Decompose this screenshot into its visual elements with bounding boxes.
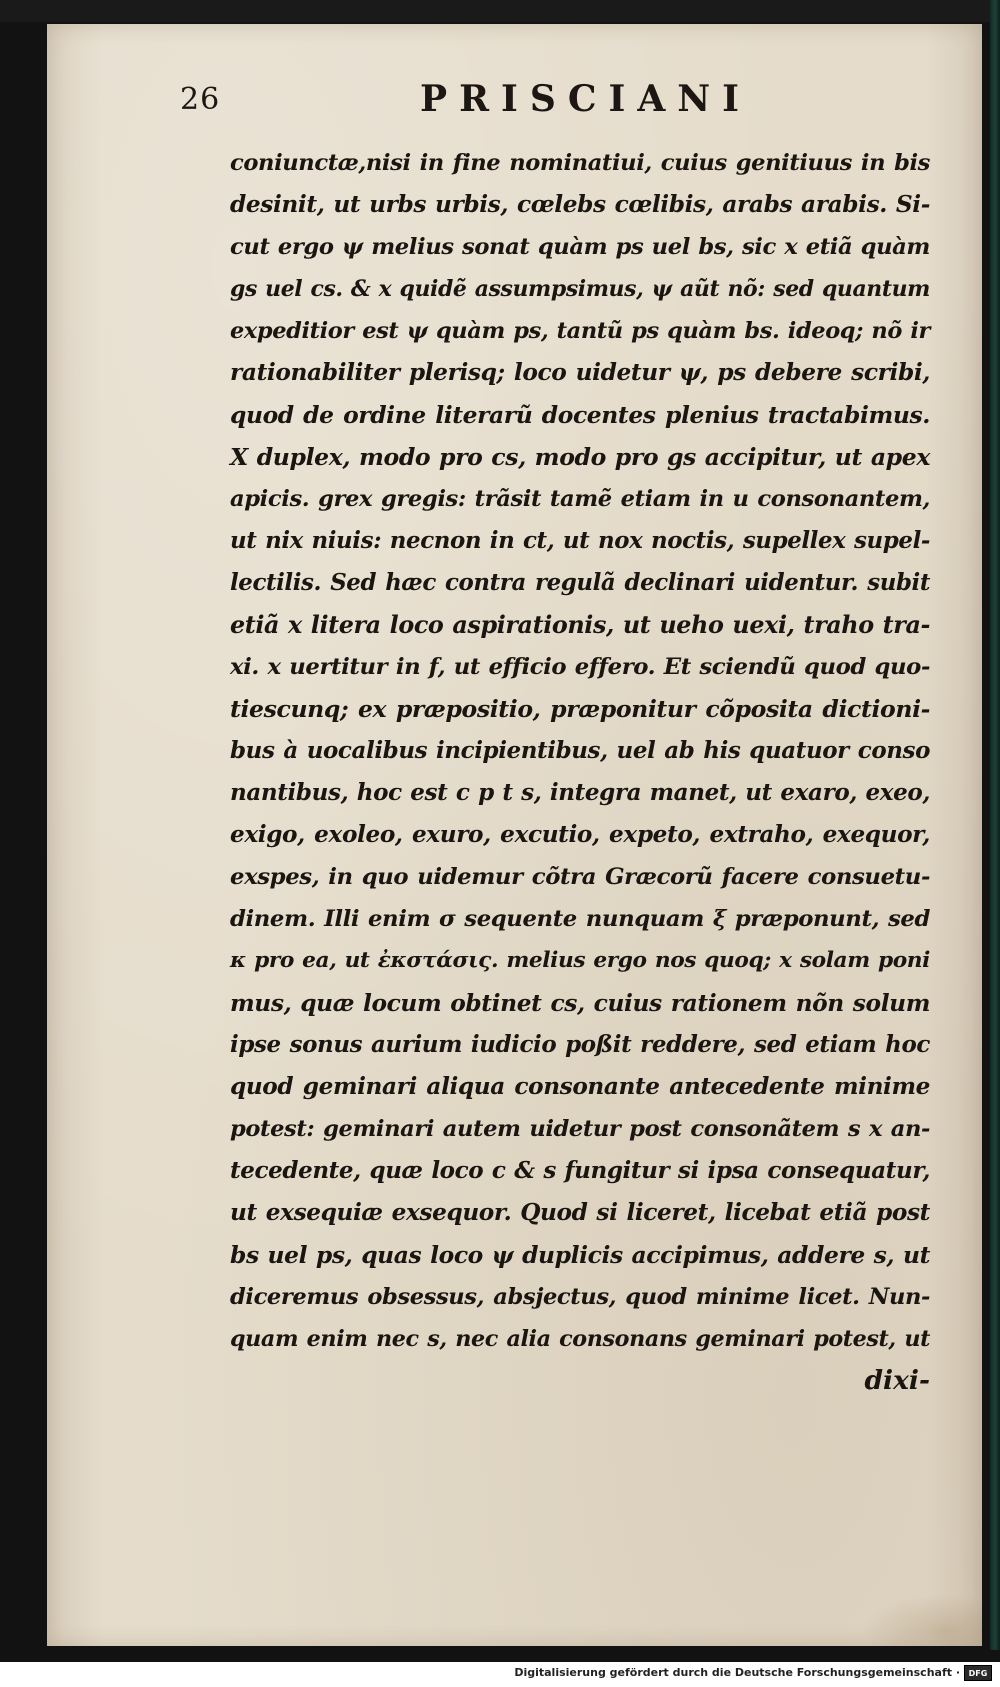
text-line: tecedente, quæ loco c & s fungitur si ipsa consequatur,: [230, 1157, 930, 1184]
text-line: quod de ordine literarũ docentes plenius tractabimus.: [230, 401, 930, 429]
text-line: exigo, exoleo, exuro, excutio, expeto, extraho, exequor,: [230, 821, 930, 848]
text-line: tiescunq; ex præpositio, præponitur cõposita dictioni-: [230, 695, 930, 723]
body-text: [230, 142, 930, 1402]
text-line: rationabiliter plerisq; loco uidetur ψ, ps debere scribi,: [230, 359, 930, 386]
digitization-footer: [0, 1662, 1000, 1687]
text-line: X duplex, modo pro cs, modo pro gs accipitur, ut apex: [230, 443, 930, 471]
text-line: ipse sonus aurium iudicio poßit reddere, sed etiam hoc: [230, 1031, 930, 1058]
text-line: κ pro ea, ut ἐκστάσις. melius ergo nos quoq; x solam poni: [230, 948, 930, 973]
text-line: nantibus, hoc est c p t s, integra manet, ut exaro, exeo,: [230, 779, 930, 806]
page-number: 26: [180, 82, 221, 117]
text-line: apicis. grex gregis: trãsit tamẽ etiam in u consonantem,: [230, 486, 930, 512]
text-line: ut nix niuis: necnon in ct, ut nox noctis, supellex supel-: [230, 527, 930, 554]
page-stain: [862, 1594, 982, 1646]
text-line: exspes, in quo uidemur cõtra Græcorũ facere consuetu-: [230, 864, 930, 890]
binding-cloth-edge: [990, 0, 1000, 1650]
text-line: potest: geminari autem uidetur post consonãtem s x an-: [230, 1116, 930, 1142]
funding-credit: Digitalisierung gefördert durch die Deutsche Forschungsgemeinschaft ·: [514, 1666, 960, 1679]
text-line: desinit, ut urbs urbis, cœlebs cœlibis, arabs arabis. Si-: [230, 191, 930, 218]
text-line: quod geminari aliqua consonante antecedente minime: [230, 1073, 930, 1100]
text-line: dinem. Illi enim σ sequente nunquam ξ præponunt, sed: [230, 906, 930, 932]
text-line: lectilis. Sed hæc contra regulã declinari uidentur. subit: [230, 570, 930, 596]
text-line: bs uel ps, quas loco ψ duplicis accipimus, addere s, ut: [230, 1241, 930, 1269]
text-line: ut exsequiæ exsequor. Quod si liceret, licebat etiã post: [230, 1199, 930, 1226]
text-line: etiã x litera loco aspirationis, ut ueho uexi, traho tra-: [230, 611, 930, 639]
text-line: cut ergo ψ melius sonat quàm ps uel bs, sic x etiã quàm: [230, 234, 930, 260]
text-line: quam enim nec s, nec alia consonans geminari potest, ut: [230, 1326, 930, 1352]
text-line: expeditior est ψ quàm ps, tantũ ps quàm bs. ideoq; nõ ir: [230, 318, 930, 344]
text-line: diceremus obsessus, absjectus, quod minime licet. Nun-: [230, 1284, 930, 1310]
dfg-logo: DFG: [964, 1665, 992, 1681]
text-line: bus à uocalibus incipientibus, uel ab his quatuor conso: [230, 737, 930, 764]
page-header: [180, 76, 930, 126]
text-line: coniunctæ,nisi in fine nominatiui, cuius genitiuus in bis: [230, 150, 930, 176]
running-title: PRISCIANI: [420, 78, 751, 120]
catchword: dixi-: [864, 1365, 930, 1396]
scan-background-top: [0, 0, 1000, 22]
text-line: xi. x uertitur in f, ut efficio effero. Et sciendũ quod quo-: [230, 654, 930, 680]
text-line: gs uel cs. & x quidẽ assumpsimus, ψ aũt nõ: sed quantum: [230, 276, 930, 302]
text-line: mus, quæ locum obtinet cs, cuius rationem nõn solum: [230, 989, 930, 1017]
